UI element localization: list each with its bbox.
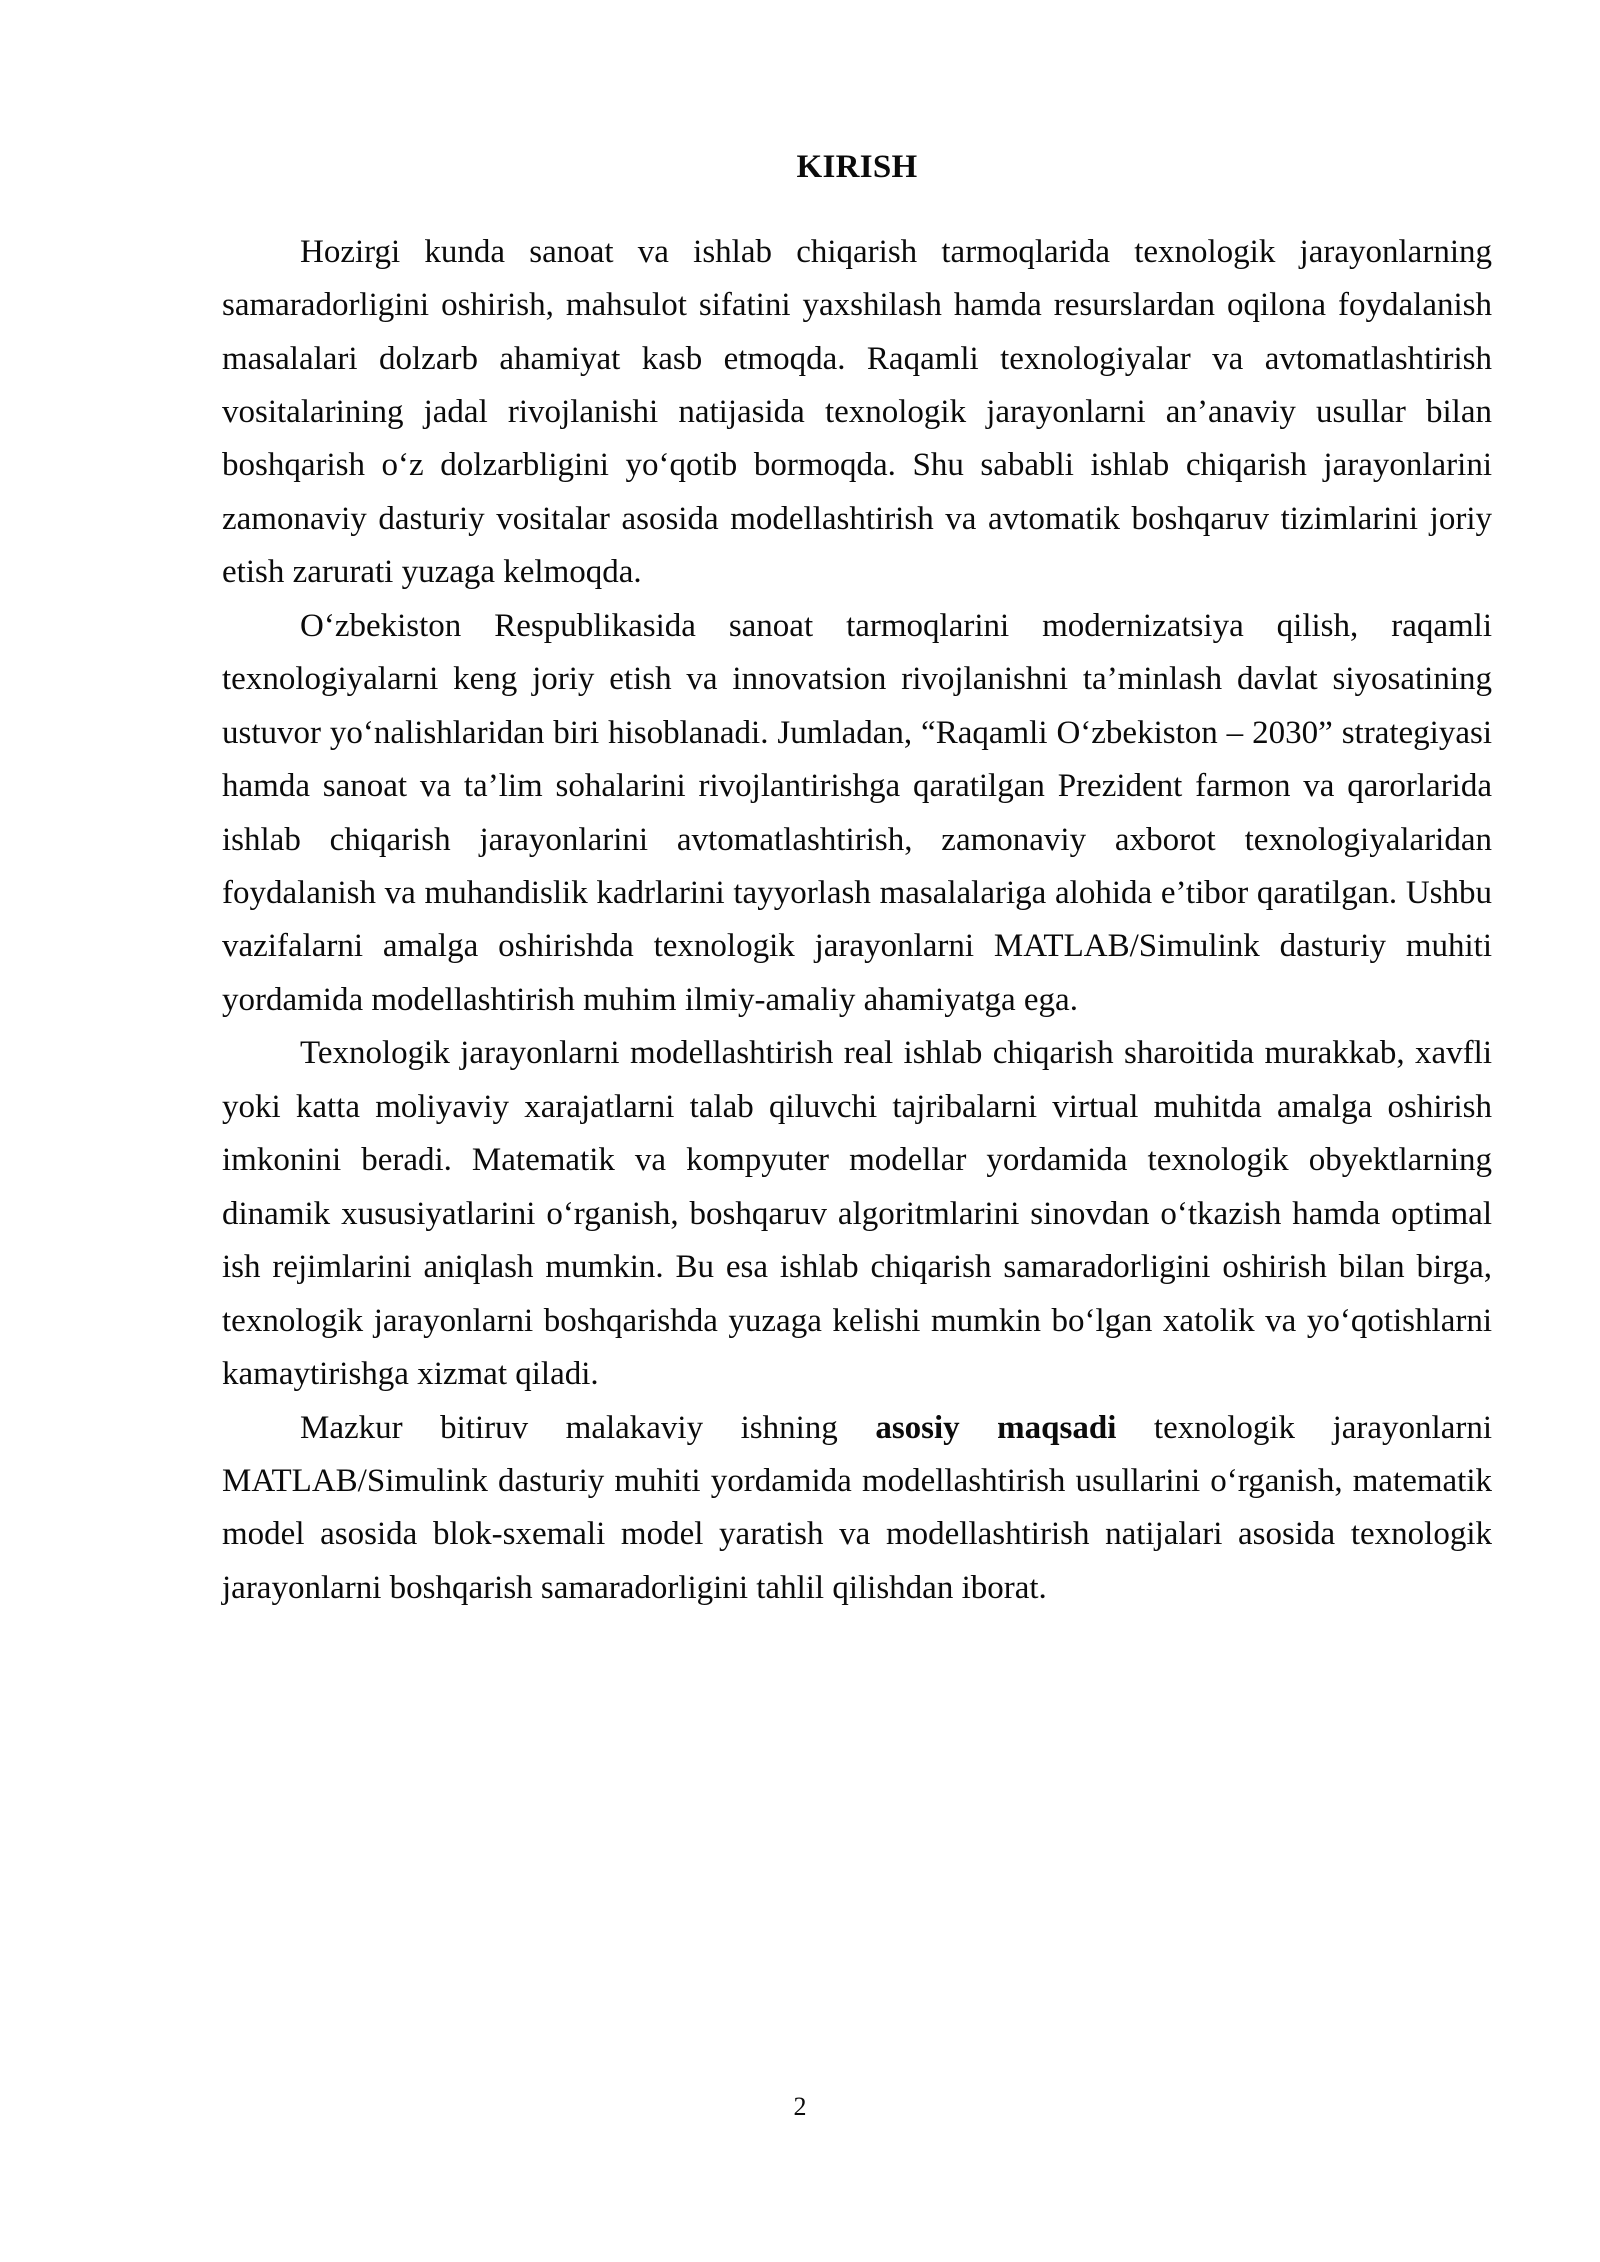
- paragraph-1: Hozirgi kunda sanoat va ishlab chiqarish tarmoqlarida texnologik jarayonlarning samaradorligini oshirish, mahsulot sifatini yaxshilash hamda resurslardan oqilona foydalanish masalalari dolzarb ahamiyat kasb etmoqda. Raqamli texnologiyalar va avtomatlashtirish vositalarining jadal rivojlanishi natijasida texnologik jarayonlarni an’anaviy usullar bilan boshqarish o‘z dolzarbligini yo‘qotib bormoqda. Shu sababli ishlab chiqarish jarayonlarini zamonaviy dasturiy vositalar asosida modellashtirish va avtomatik boshqaruv tizimlarini joriy etish zarurati yuzaga kelmoqda.: [222, 233, 1492, 591]
- paragraph-3: Texnologik jarayonlarni modellashtirish real ishlab chiqarish sharoitida murakkab, xavfli yoki katta moliyaviy xarajatlarni talab qiluvchi tajribalarni virtual muhitda amalga oshirish imkonini beradi. Matematik va kompyuter modellar yordamida texnologik obyektlarning dinamik xususiyatlarini o‘rganish, boshqaruv algoritmlarini sinovdan o‘tkazish hamda optimal ish rejimlarini aniqlash mumkin. Bu esa ishlab chiqarish samaradorligini oshirish bilan birga, texnologik jarayonlarni boshqarishda yuzaga kelishi mumkin bo‘lgan xatolik va yo‘qotishlarni kamaytirishga xizmat qiladi.: [222, 1035, 1492, 1393]
- paragraph-4: [222, 1402, 1492, 1616]
- paragraph-4-tail: texnologik jarayonlarni MATLAB/Simulink dasturiy muhiti yordamida modellashtirish usullarini o‘rganish, matematik model asosida blok-sxemali model yaratish va modellashtirish natijalari asosida texnologik jarayonlarni boshqarish samaradorligini tahlil qilishdan iborat.: [222, 1409, 1492, 1606]
- page-number: 2: [793, 2092, 807, 2121]
- paragraph-4-emphasis: asosiy maqsadi: [875, 1409, 1117, 1446]
- paragraph-4-lead: Mazkur bitiruv malakaviy ishning: [300, 1409, 876, 1446]
- page-content: [222, 148, 1492, 1615]
- page-title: KIRISH: [796, 149, 918, 185]
- paragraph-2: O‘zbekiston Respublikasida sanoat tarmoqlarini modernizatsiya qilish, raqamli texnologiyalarni keng joriy etish va innovatsion rivojlanishni ta’minlash davlat siyosatining ustuvor yo‘nalishlaridan biri hisoblanadi. Jumladan, “Raqamli O‘zbekiston – 2030” strategiyasi hamda sanoat va ta’lim sohalarini rivojlantirishga qaratilgan Prezident farmon va qarorlarida ishlab chiqarish jarayonlarini avtomatlashtirish, zamonaviy axborot texnologiyalaridan foydalanish va muhandislik kadrlarini tayyorlash masalalariga alohida e’tibor qaratilgan. Ushbu vazifalarni amalga oshirishda texnologik jarayonlarni MATLAB/Simulink dasturiy muhiti yordamida modellashtirish muhim ilmiy-amaliy ahamiyatga ega.: [222, 607, 1492, 1018]
